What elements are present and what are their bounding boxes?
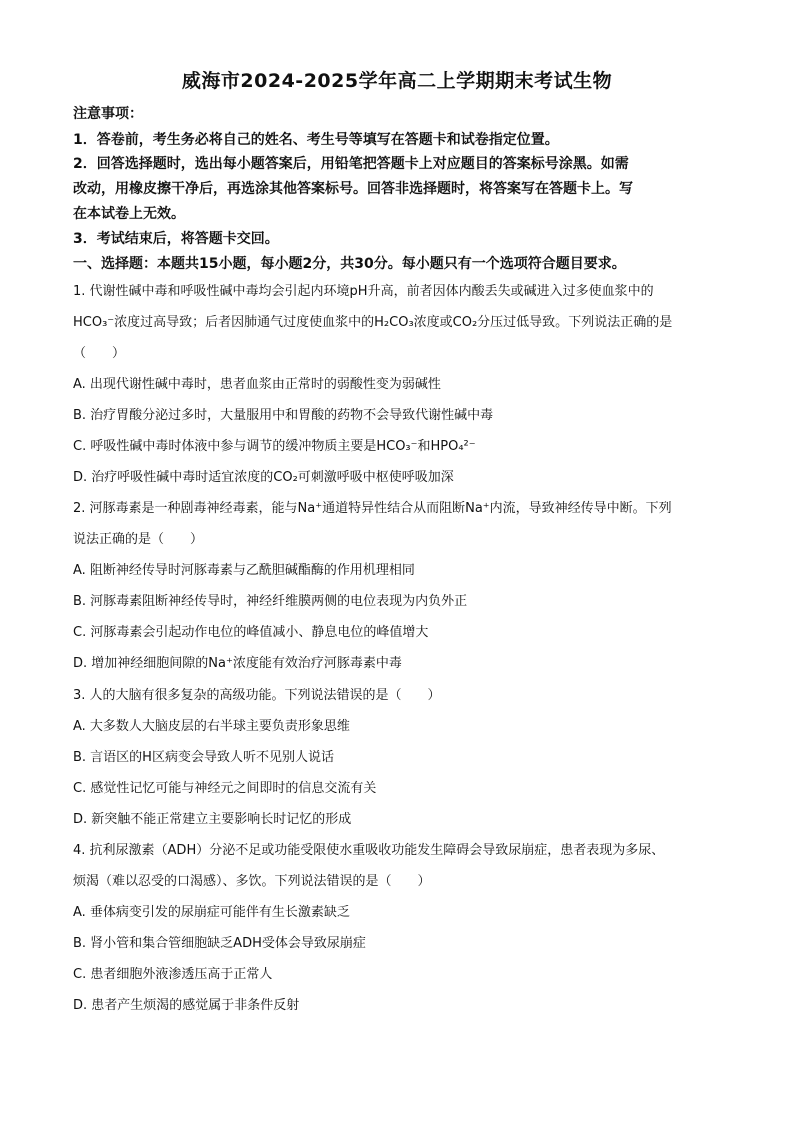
- option-d: D. 增加神经细胞间隙的Na⁺浓度能有效治疗河豚毒素中毒: [73, 656, 402, 671]
- option-b: B. 言语区的H区病变会导致人听不见别人说话: [73, 750, 334, 765]
- question-stem: （ ）: [73, 346, 126, 361]
- option-a: A. 垂体病变引发的尿崩症可能伴有生长激素缺乏: [73, 905, 350, 920]
- option-c: C. 患者细胞外液渗透压高于正常人: [73, 967, 273, 982]
- option-c: C. 河豚毒素会引起动作电位的峰值减小、静息电位的峰值增大: [73, 625, 429, 640]
- question-stem: 3. 人的大脑有很多复杂的高级功能。下列说法错误的是（ ）: [73, 688, 441, 703]
- notice-heading: 注意事项：: [73, 106, 143, 122]
- section-heading: 一、选择题：本题共15小题，每小题2分，共30分。每小题只有一个选项符合题目要求。: [73, 256, 626, 272]
- notice-item: 3．考试结束后，将答题卡交回。: [73, 231, 279, 247]
- option-d: D. 患者产生烦渴的感觉属于非条件反射: [73, 998, 300, 1013]
- question-stem: 1. 代谢性碱中毒和呼吸性碱中毒均会引起内环境pH升高，前者因体内酸丢失或碱进入过多使血浆中的: [73, 284, 654, 299]
- notice-item: 1．答卷前，考生务必将自己的姓名、考生号等填写在答题卡和试卷指定位置。: [73, 132, 559, 148]
- option-c: C. 呼吸性碱中毒时体液中参与调节的缓冲物质主要是HCO₃⁻和HPO₄²⁻: [73, 439, 476, 454]
- exam-title: 威海市2024-2025学年高二上学期期末考试生物: [181, 70, 613, 92]
- option-a: A. 出现代谢性碱中毒时，患者血浆由正常时的弱酸性变为弱碱性: [73, 377, 441, 392]
- notice-item: 2．回答选择题时，选出每小题答案后，用铅笔把答题卡上对应题目的答案标号涂黑。如需: [73, 156, 629, 172]
- notice-item: 在本试卷上无效。: [73, 206, 185, 222]
- option-d: D. 新突触不能正常建立主要影响长时记忆的形成: [73, 812, 352, 827]
- option-a: A. 大多数人大脑皮层的右半球主要负责形象思维: [73, 719, 350, 734]
- option-d: D. 治疗呼吸性碱中毒时适宜浓度的CO₂可刺激呼吸中枢使呼吸加深: [73, 470, 454, 485]
- question-stem: 烦渴（难以忍受的口渴感）、多饮。下列说法错误的是（ ）: [73, 874, 431, 889]
- option-a: A. 阻断神经传导时河豚毒素与乙酰胆碱酯酶的作用机理相同: [73, 563, 415, 578]
- option-b: B. 肾小管和集合管细胞缺乏ADH受体会导致尿崩症: [73, 936, 366, 951]
- option-c: C. 感觉性记忆可能与神经元之间即时的信息交流有关: [73, 781, 377, 796]
- question-stem: 说法正确的是（ ）: [73, 532, 204, 547]
- option-b: B. 治疗胃酸分泌过多时，大量服用中和胃酸的药物不会导致代谢性碱中毒: [73, 408, 494, 423]
- option-b: B. 河豚毒素阻断神经传导时，神经纤维膜两侧的电位表现为内负外正: [73, 594, 468, 609]
- question-stem: 2. 河豚毒素是一种剧毒神经毒素，能与Na⁺通道特异性结合从而阻断Na⁺内流，导致神经传导中断。下列: [73, 501, 672, 516]
- notice-item: 改动，用橡皮擦干净后，再选涂其他答案标号。回答非选择题时，将答案写在答题卡上。写: [73, 181, 633, 197]
- question-stem: HCO₃⁻浓度过高导致；后者因肺通气过度使血浆中的H₂CO₃浓度或CO₂分压过低导致。下列说法正确的是: [73, 315, 673, 330]
- question-stem: 4. 抗利尿激素（ADH）分泌不足或功能受限使水重吸收功能发生障碍会导致尿崩症，患者表现为多尿、: [73, 843, 665, 858]
